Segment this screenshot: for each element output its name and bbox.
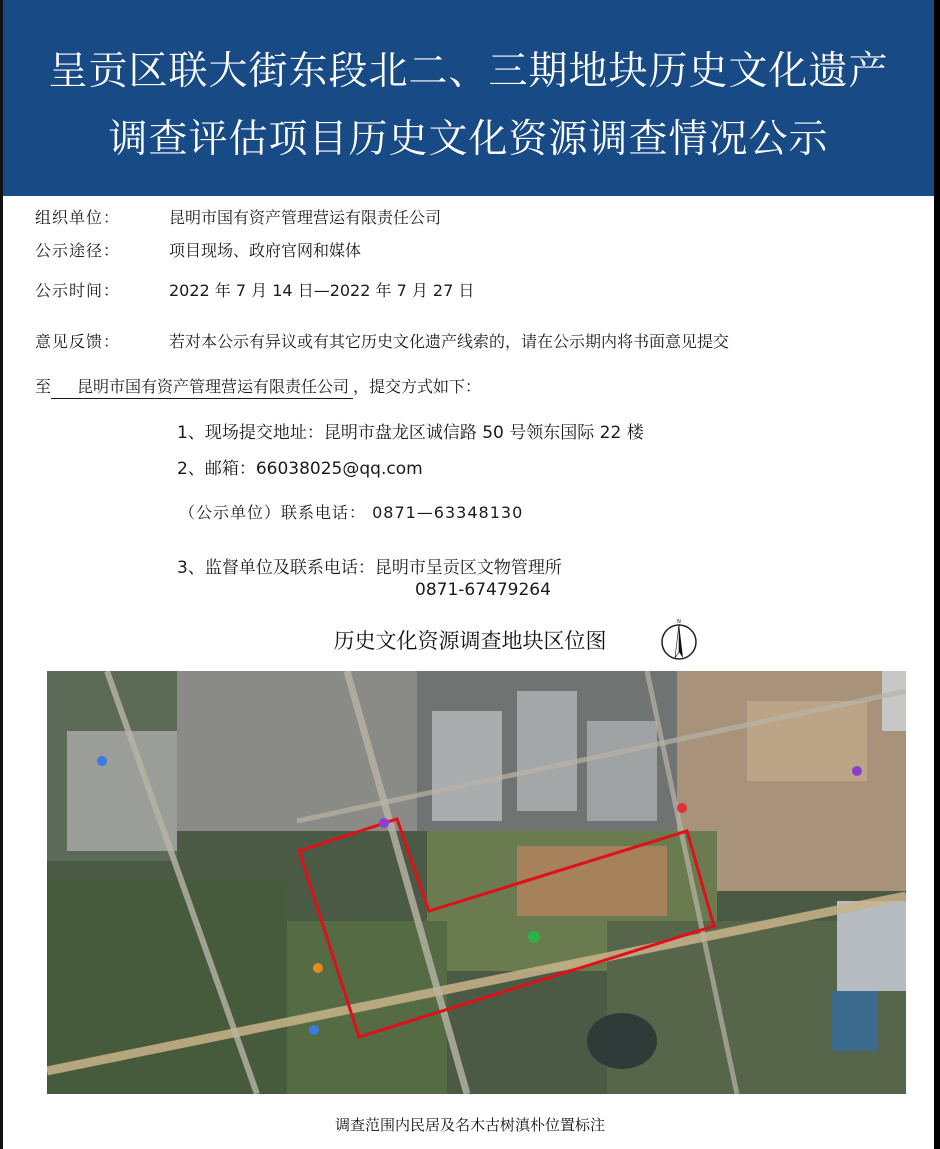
org-value: 昆明市国有资产管理营运有限责任公司 (169, 208, 442, 227)
submit-to-line (35, 374, 481, 399)
svg-text:N: N (677, 619, 681, 625)
phone-line: （公示单位）联系电话： 0871—63348130 (179, 503, 524, 522)
email-link[interactable]: 66038025@qq.com (255, 459, 423, 479)
map-title: 历史文化资源调查地块区位图 (333, 629, 607, 653)
submit-item-3: 3、监督单位及联系电话：昆明市呈贡区文物管理所 (177, 558, 562, 578)
supervisor-phone: 0871-67479264 (415, 580, 551, 600)
time-label: 公示时间： (35, 281, 121, 300)
notice-header (3, 0, 934, 196)
org-label: 组织单位： (35, 208, 121, 227)
channel-value: 项目现场、政府官网和媒体 (169, 241, 362, 260)
time-value: 2022 年 7 月 14 日—2022 年 7 月 27 日 (169, 281, 475, 300)
north-arrow-icon (660, 618, 698, 662)
title-line-2: 调查评估项目历史文化资源调查情况公示 (108, 117, 829, 162)
email-label: 2、邮箱： (177, 459, 256, 479)
title-line-1: 呈贡区联大街东段北二、三期地块历史文化遗产 (48, 49, 889, 94)
satellite-map (47, 671, 906, 1094)
submit-to-prefix: 至 (35, 377, 52, 396)
channel-label: 公示途径： (35, 241, 121, 260)
submit-item-2 (177, 454, 423, 479)
submit-item-1: 1、现场提交地址：昆明市盘龙区诚信路 50 号领东国际 22 楼 (177, 423, 644, 443)
submit-to-suffix: ，提交方式如下： (353, 377, 482, 396)
feedback-value: 若对本公示有异议或有其它历史文化遗产线索的，请在公示期内将书面意见提交 (169, 332, 730, 351)
feedback-label: 意见反馈： (35, 332, 121, 351)
map-caption: 调查范围内民居及名木古树滇朴位置标注 (334, 1116, 605, 1134)
submit-to-company: 昆明市国有资产管理营运有限责任公司 (51, 374, 353, 399)
